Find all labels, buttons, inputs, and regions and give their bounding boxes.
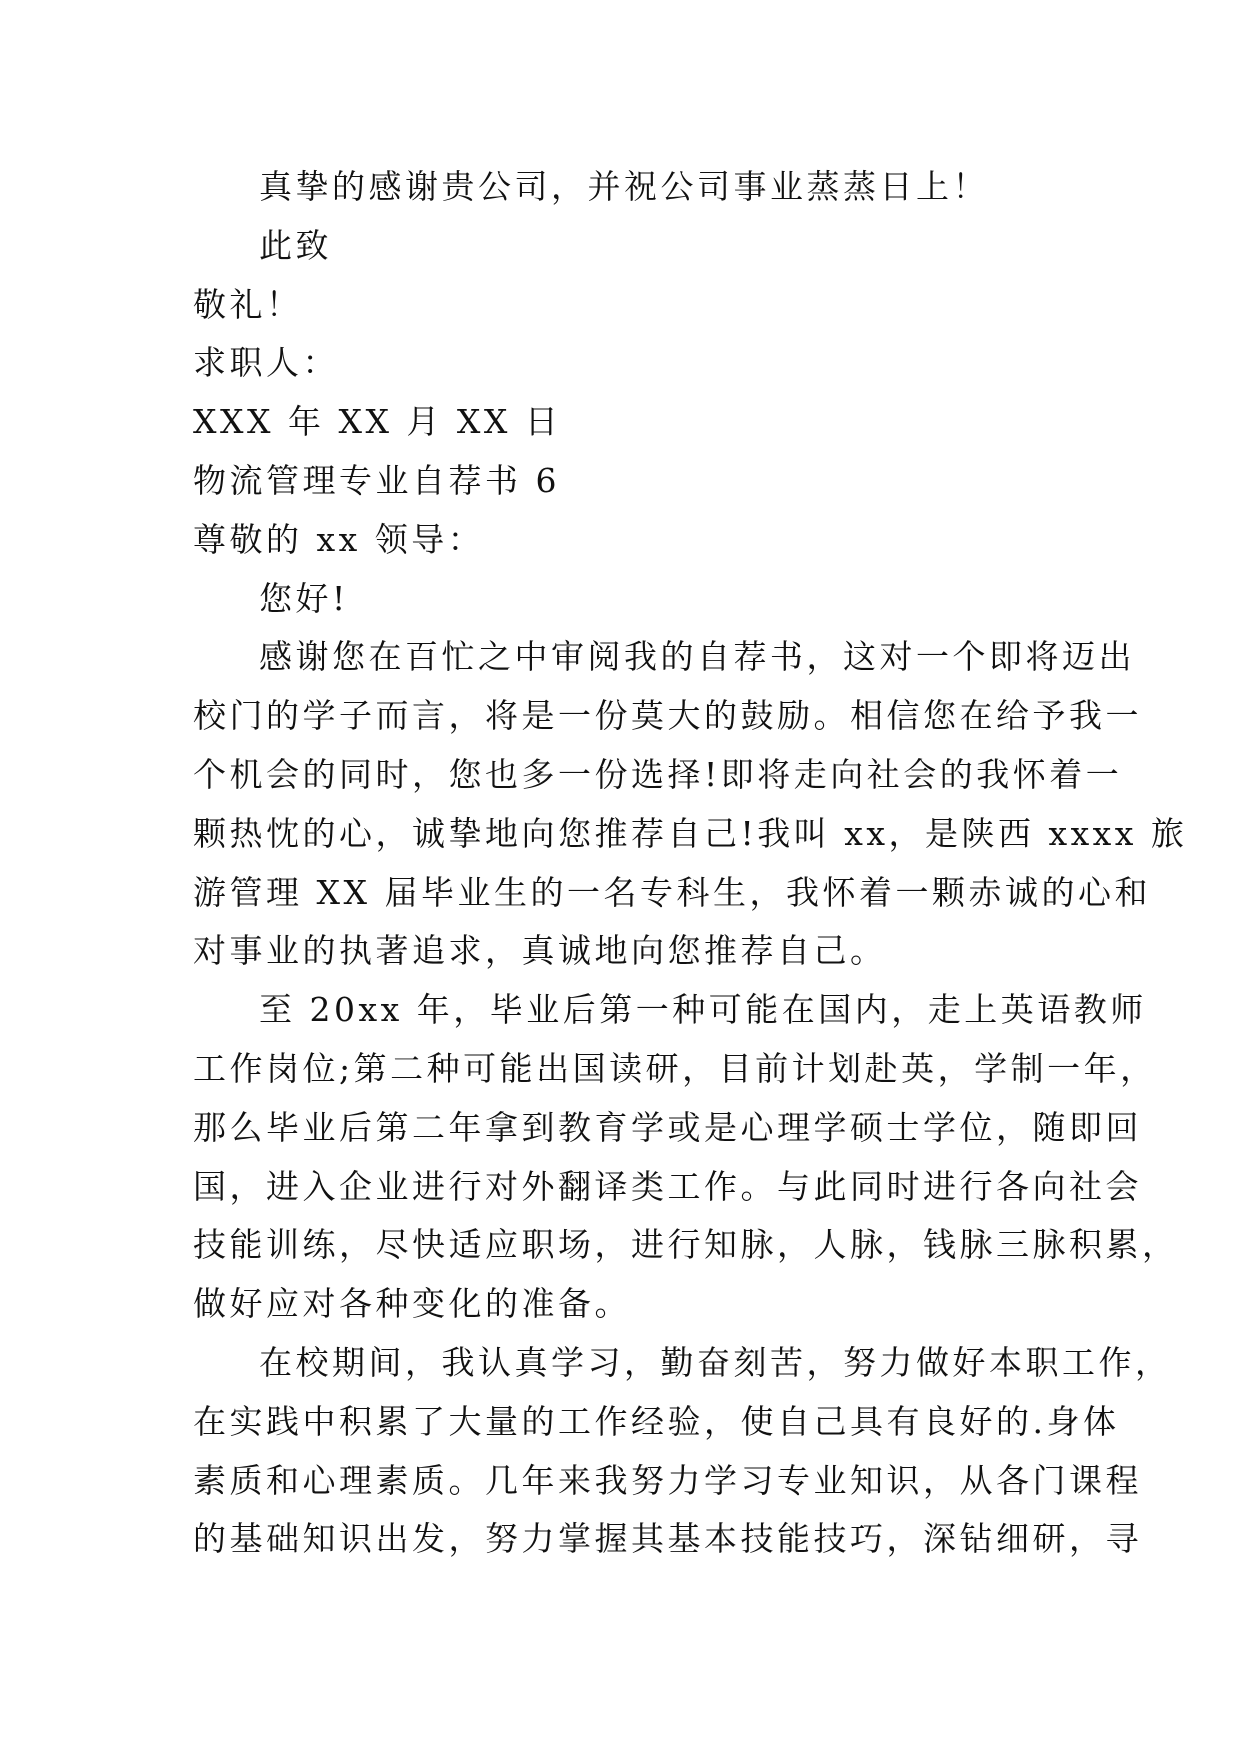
paragraph-2-line-4: 国，进入企业进行对外翻译类工作。与此同时进行各向社会 [193,1166,1142,1206]
paragraph-1-line-3: 个机会的同时，您也多一份选择!即将走向社会的我怀着一 [193,754,1123,794]
paragraph-3-line-4: 的基础知识出发，努力掌握其基本技能技巧，深钻细研，寻 [193,1519,1142,1559]
paragraph-1-line-1: 感谢您在百忙之中审阅我的自荐书，这对一个即将迈出 [259,637,1135,677]
paragraph-1-line-2: 校门的学子而言，将是一份莫大的鼓励。相信您在给予我一 [193,696,1142,736]
paragraph-3-line-2: 在实践中积累了大量的工作经验，使自己具有良好的.身体 [193,1401,1120,1441]
paragraph-3-line-3: 素质和心理素质。几年来我努力学习专业知识，从各门课程 [193,1460,1142,1500]
paragraph-2-line-3: 那么毕业后第二年拿到教育学或是心理学硕士学位，随即回 [193,1107,1142,1147]
paragraph-1-line-4: 颗热忱的心，诚挚地向您推荐自己!我叫 xx，是陕西 xxxx 旅 [193,813,1188,853]
section-title: 物流管理专业自荐书 6 [193,460,560,500]
paragraph-1-line-6: 对事业的执著追求，真诚地向您推荐自己。 [193,931,887,971]
closing-thanks-line: 真挚的感谢贵公司，并祝公司事业蒸蒸日上！ [259,167,989,206]
paragraph-2-line-6: 做好应对各种变化的准备。 [193,1284,631,1324]
date-line: XXX 年 XX 月 XX 日 [193,402,562,442]
document-body [193,158,1188,1569]
paragraph-2-line-2: 工作岗位;第二种可能出国读研，目前计划赴英，学制一年， [193,1048,1157,1088]
paragraph-3-line-1: 在校期间，我认真学习，勤奋刻苦，努力做好本职工作， [259,1342,1172,1382]
greeting-hello: 您好! [259,578,349,618]
salutation-cizhi: 此致 [259,225,332,265]
paragraph-2-line-1: 至 20xx 年，毕业后第一种可能在国内，走上英语教师 [259,990,1147,1030]
paragraph-1-line-5: 游管理 XX 届毕业生的一名专科生，我怀着一颗赤诚的心和 [193,872,1151,912]
salutation-jingli: 敬礼！ [193,284,303,324]
applicant-label: 求职人： [193,343,339,383]
greeting-recipient: 尊敬的 xx 领导： [193,519,485,559]
paragraph-2-line-5: 技能训练，尽快适应职场，进行知脉，人脉，钱脉三脉积累， [193,1225,1179,1265]
